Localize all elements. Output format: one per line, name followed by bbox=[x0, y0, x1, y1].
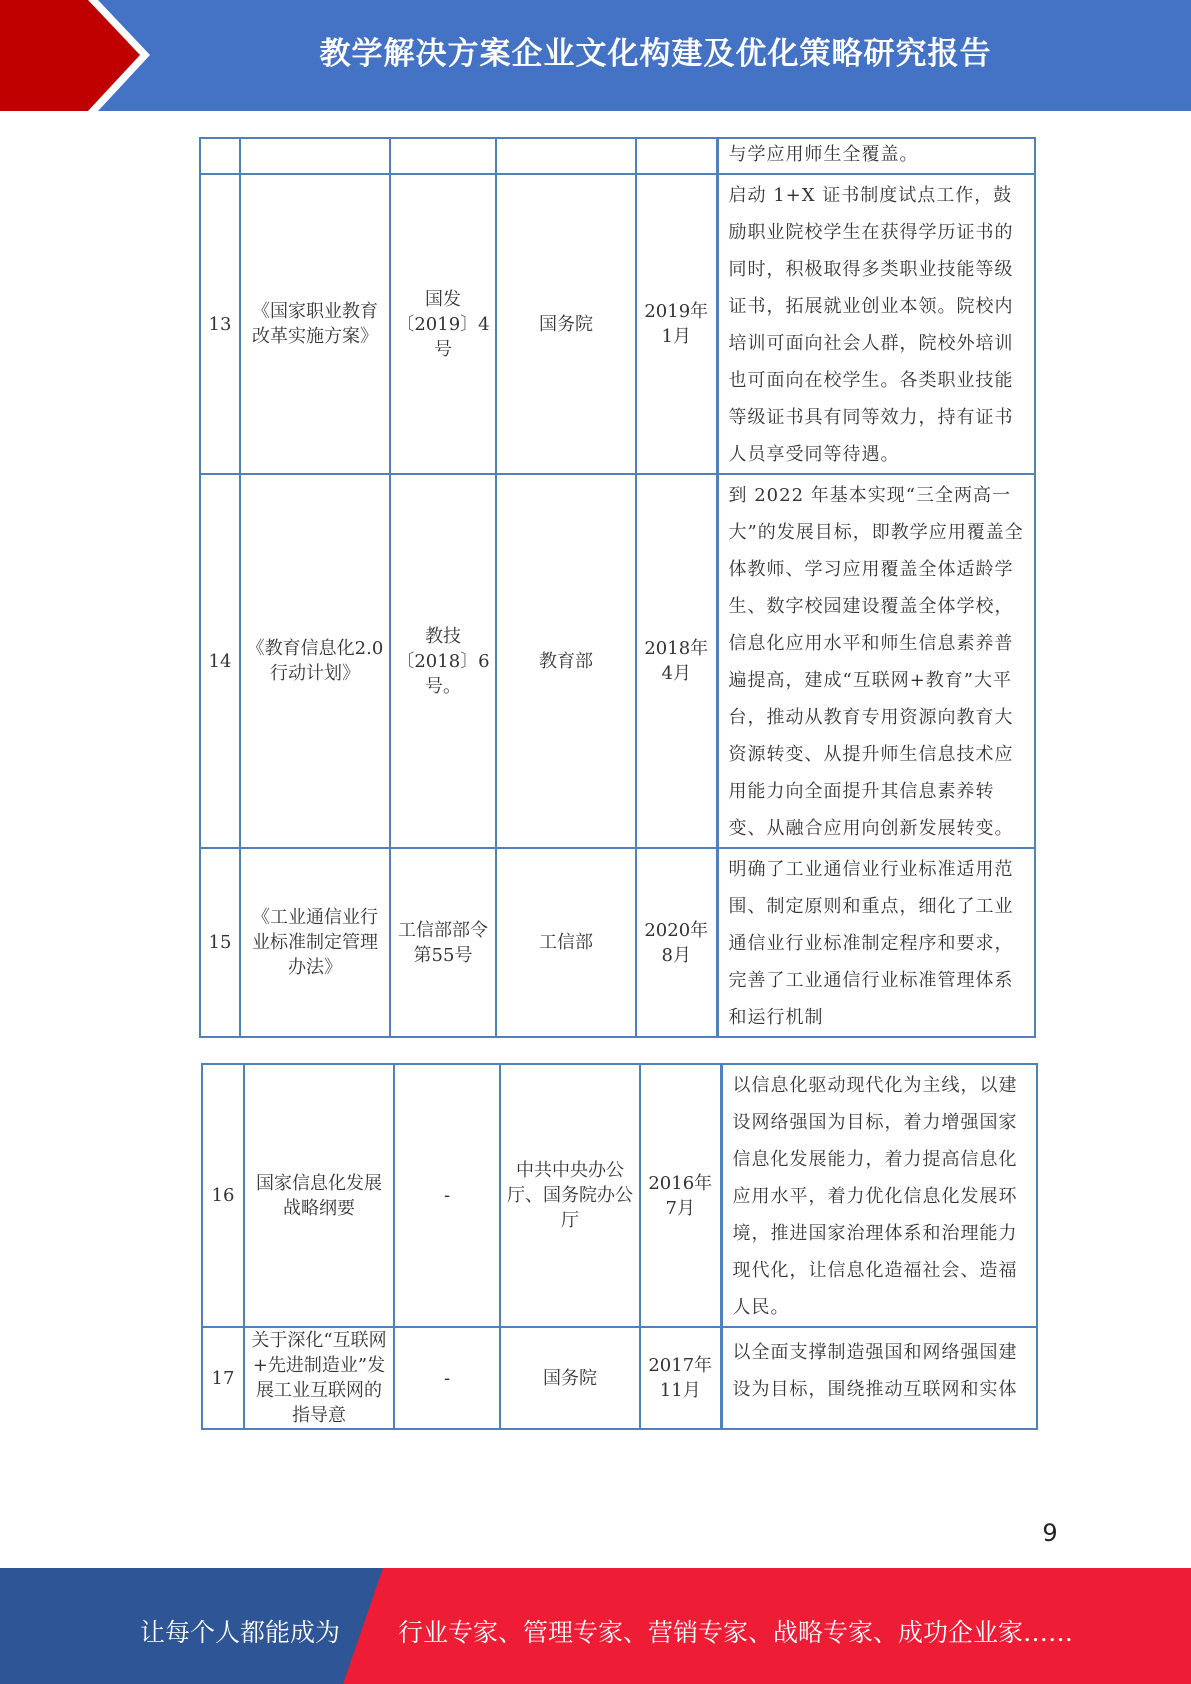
policy-name: 《教育信息化2.0行动计划》 bbox=[240, 474, 390, 848]
footer-slogan-left: 让每个人都能成为 bbox=[140, 1618, 341, 1647]
issuing-agency: 工信部 bbox=[496, 848, 636, 1037]
page-header bbox=[0, 0, 1191, 111]
row-number: 16 bbox=[202, 1064, 244, 1327]
policy-table-1 bbox=[199, 137, 1036, 1038]
issuing-agency bbox=[496, 138, 636, 174]
document-number: - bbox=[394, 1327, 500, 1429]
issuing-agency: 教育部 bbox=[496, 474, 636, 848]
row-number bbox=[200, 138, 240, 174]
issue-date: 2018年4月 bbox=[636, 474, 717, 848]
table-row bbox=[200, 138, 1035, 174]
issue-date: 2016年7月 bbox=[640, 1064, 721, 1327]
issue-date: 2019年1月 bbox=[636, 174, 717, 474]
policy-description: 明确了工业通信业行业标准适用范围、制定原则和重点，细化了工业通信业行业标准制定程序和要求，完善了工业通信行业标准管理体系和运行机制 bbox=[717, 848, 1035, 1037]
page-number: 9 bbox=[1042, 1519, 1058, 1547]
policy-description: 以信息化驱动现代化为主线，以建设网络强国为目标，着力增强国家信息化发展能力，着力提高信息化应用水平，着力优化信息化发展环境，推进国家治理体系和治理能力现代化，让信息化造福社会、造福人民。 bbox=[721, 1064, 1037, 1327]
row-number: 13 bbox=[200, 174, 240, 474]
document-number: - bbox=[394, 1064, 500, 1327]
document-number: 国发〔2019〕4号 bbox=[390, 174, 496, 474]
row-number: 17 bbox=[202, 1327, 244, 1429]
issue-date: 2017年11月 bbox=[640, 1327, 721, 1429]
header-chevron-icon bbox=[0, 0, 140, 111]
table-row bbox=[200, 474, 1035, 848]
issuing-agency: 中共中央办公厅、国务院办公厅 bbox=[500, 1064, 640, 1327]
policy-name: 国家信息化发展战略纲要 bbox=[244, 1064, 394, 1327]
page-footer bbox=[0, 1568, 1191, 1684]
policy-description: 启动 1+X 证书制度试点工作，鼓励职业院校学生在获得学历证书的同时，积极取得多类职业技能等级证书，拓展就业创业本领。院校内培训可面向社会人群，院校外培训也可面向在校学生。各类职业技能等级证书具有同等效力，持有证书人员享受同等待遇。 bbox=[717, 174, 1035, 474]
policy-description: 与学应用师生全覆盖。 bbox=[717, 138, 1035, 174]
table-row bbox=[202, 1327, 1037, 1429]
policy-description: 到 2022 年基本实现“三全两高一大”的发展目标，即教学应用覆盖全体教师、学习应用覆盖全体适龄学生、数字校园建设覆盖全体学校，信息化应用水平和师生信息素养普遍提高，建成“互联网+教育”大平台，推动从教育专用资源向教育大资源转变、从提升师生信息技术应用能力向全面提升其信息素养转变、从融合应用向创新发展转变。 bbox=[717, 474, 1035, 848]
issue-date bbox=[636, 138, 717, 174]
policy-name: 关于深化“互联网+先进制造业”发展工业互联网的指导意 bbox=[244, 1327, 394, 1429]
row-number: 14 bbox=[200, 474, 240, 848]
issuing-agency: 国务院 bbox=[500, 1327, 640, 1429]
table-row bbox=[200, 848, 1035, 1037]
document-number: 工信部部令第55号 bbox=[390, 848, 496, 1037]
issuing-agency: 国务院 bbox=[496, 174, 636, 474]
row-number: 15 bbox=[200, 848, 240, 1037]
policy-name: 《工业通信业行业标准制定管理办法》 bbox=[240, 848, 390, 1037]
document-number bbox=[390, 138, 496, 174]
footer-slogan-right: 行业专家、管理专家、营销专家、战略专家、成功企业家…… bbox=[398, 1618, 1074, 1647]
report-title: 教学解决方案企业文化构建及优化策略研究报告 bbox=[319, 36, 992, 72]
policy-table-2 bbox=[201, 1063, 1038, 1430]
table-row bbox=[202, 1064, 1037, 1327]
document-number: 教技〔2018〕6号。 bbox=[390, 474, 496, 848]
policy-name bbox=[240, 138, 390, 174]
policy-description: 以全面支撑制造强国和网络强国建设为目标，围绕推动互联网和实体 bbox=[721, 1327, 1037, 1429]
issue-date: 2020年8月 bbox=[636, 848, 717, 1037]
table-row bbox=[200, 174, 1035, 474]
policy-name: 《国家职业教育改革实施方案》 bbox=[240, 174, 390, 474]
